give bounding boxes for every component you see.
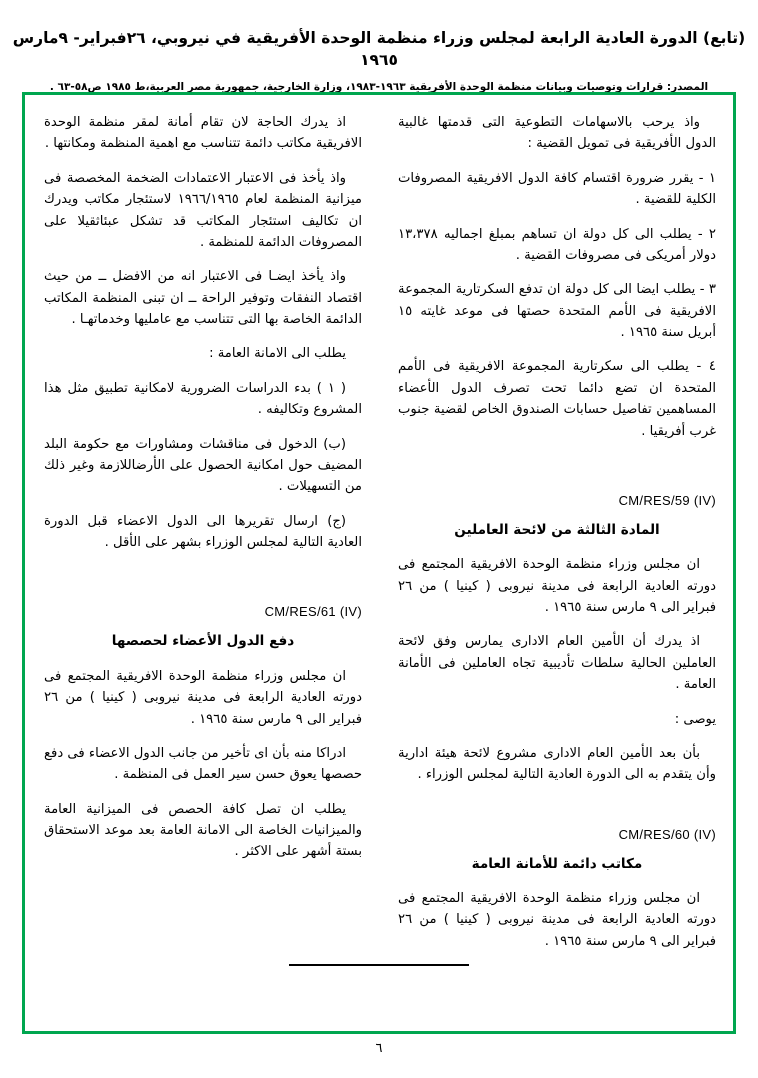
paragraph: ان مجلس وزراء منظمة الوحدة الافريقية المجتمع فى دورته العادية الرابعة فى مدينة نيروبى ( كينيا ) من ٢٦ فبراير الى ٩ مارس سنة ١٩٦٥ .	[44, 668, 362, 727]
paragraph: واذ يأخذ ايضـا فى الاعتبار انه من الافضل ــ من حيث اقتصاد النفقات وتوفير الراحة ــ ان تبنى المنظمة المكاتب الدائمة الخاصة بها التى تتناسب مع عامليها وخدماتهـا .	[44, 269, 362, 327]
paragraph: واذ يرحب بالاسهامات التطوعية التى قدمتها غالبية الدول الأفريقية فى تمويل القضية :	[398, 115, 716, 152]
paragraph: ٤ - يطلب الى سكرتارية المجموعة الافريقية فى الأمم المتحدة ان تضع دائما تحت تصرف الدول الأعضاء المساهمين تفاصيل حسابات الصندوق الخاص لقضية جنوب غرب أفريقيا .	[398, 359, 716, 439]
two-column-body	[44, 112, 716, 1012]
paragraph: اذ يدرك الحاجة لان تقام أمانة لمقر منظمة الوحدة الافريقية مكاتب دائمة تتناسب مع اهمية المنظمة ومكانتها .	[44, 115, 362, 152]
page-title: (تابع) الدورة العادية الرابعة لمجلس وزراء منظمة الوحدة الأفريقية في نيروبي، ٢٦فبراير- ٩مارس ١٩٦٥	[12, 29, 746, 69]
document-header	[0, 28, 758, 95]
resolution-title: دفع الدول الأعضاء لحصصها	[111, 633, 295, 650]
footer-divider	[289, 964, 469, 966]
source-line: المصدر: قرارات وتوصيات وبيانات منظمة الوحدة الأفريقية ١٩٦٣-١٩٨٣، وزارة الخارجية، جمهورية مصر العربية،ط ١٩٨٥ ص٥٨-٦٣ .	[49, 81, 709, 94]
column-left	[44, 112, 362, 1012]
paragraph: واذ يأخذ فى الاعتبار الاعتمادات الضخمة المخصصة فى ميزانية المنظمة لعام ١٩٦٦/١٩٦٥ لاستئجار مكاتب ويدرك ان تكاليف استئجار المكاتب قد تشكل عبئاثقيلا على المصروفات الدائمة للمنظمة .	[44, 170, 362, 250]
paragraph: (ج) ارسال تقريرها الى الدول الاعضاء قبل الدورة العادية التالية لمجلس الوزراء بشهر على الأقل .	[44, 513, 362, 550]
resolution-title: مكاتب دائمة للأمانة العامة	[471, 855, 643, 872]
column-right	[398, 112, 716, 1012]
resolution-code: CM/RES/59 (IV)	[618, 492, 716, 508]
paragraph: ادراكا منه بأن اى تأخير من جانب الدول الاعضاء فى دفع حصصها يعوق حسن سير العمل فى المنظمة .	[44, 745, 362, 783]
paragraph: يوصى :	[674, 711, 716, 727]
paragraph: (ب) الدخول فى مناقشات ومشاورات مع حكومة البلد المضيف حول امكانية الحصول على الأرضاللازمة وغير ذلك من التسهيلات .	[44, 436, 362, 495]
paragraph: ٣ - يطلب ايضا الى كل دولة ان تدفع السكرتارية المجموعة الافريقية فى الأمم المتحدة حصتها فى موعد غايته ١٥ أبريل سنة ١٩٦٥ .	[398, 282, 716, 340]
paragraph: يطلب ان تصل كافة الحصص فى الميزانية العامة والميزانيات الخاصة الى الامانة العامة بعد موعد الاستحقاق بستة أشهر على الاكثر .	[44, 801, 362, 860]
paragraph: اذ يدرك أن الأمين العام الادارى يمارس وفق لائحة العاملين الحالية سلطات تأديبية تجاه العاملين فى الأمانة العامة .	[398, 634, 716, 693]
resolution-title: المادة الثالثة من لائحة العاملين	[454, 521, 660, 538]
resolution-code: CM/RES/61 (IV)	[264, 604, 362, 620]
paragraph: ان مجلس وزراء منظمة الوحدة الافريقية المجتمع فى دورته العادية الرابعة فى مدينة نيروبى ( كينيا ) من ٢٦ فبراير الى ٩ مارس سنة ١٩٦٥ .	[398, 891, 716, 949]
paragraph: ان مجلس وزراء منظمة الوحدة الافريقية المجتمع فى دورته العادية الرابعة فى مدينة نيروبى ( كينيا ) من ٢٦ فبراير الى ٩ مارس سنة ١٩٦٥ .	[398, 557, 716, 616]
paragraph: بأن بعد الأمين العام الادارى مشروع لائحة هيئة ادارية وأن يتقدم به الى الدورة العادية التالية لمجلس الوزراء .	[398, 745, 716, 783]
paragraph: يطلب الى الامانة العامة :	[209, 346, 346, 362]
resolution-code: CM/RES/60 (IV)	[618, 826, 716, 842]
paragraph: ( ١ ) بدء الدراسات الضرورية لامكانية تطبيق مثل هذا المشروع وتكاليفه .	[44, 380, 362, 418]
page-number: ٦	[375, 1041, 383, 1056]
paragraph: ٢ - يطلب الى كل دولة ان تساهم بمبلغ اجماليه ١٣،٣٧٨ دولار أمريكى فى مصروفات القضية .	[398, 226, 716, 263]
paragraph: ١ - يقرر ضرورة اقتسام كافة الدول الافريقية المصروفات الكلية للقضية .	[398, 170, 716, 208]
